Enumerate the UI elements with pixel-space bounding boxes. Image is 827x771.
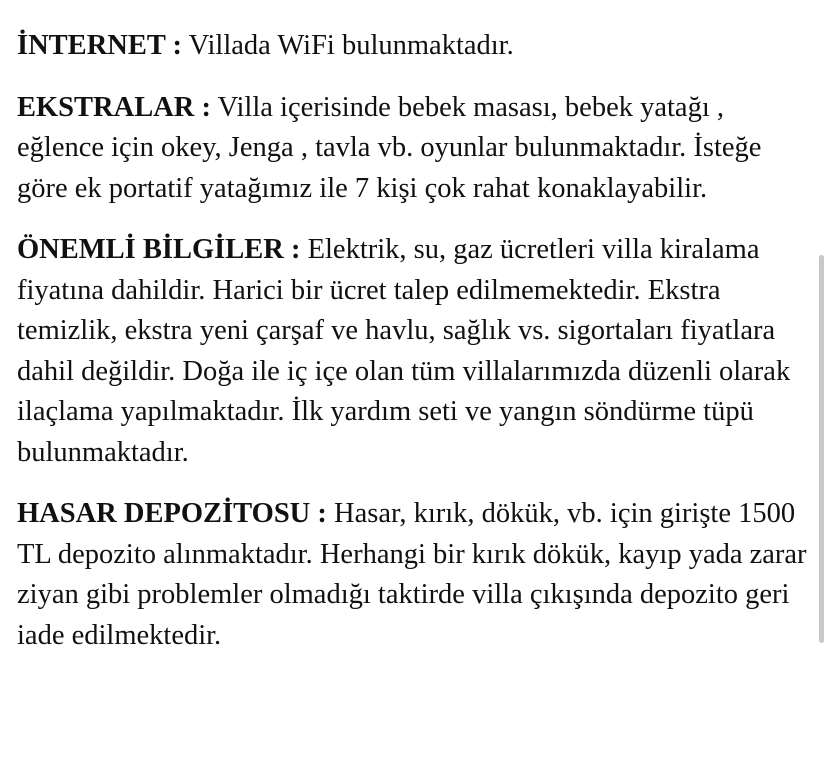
section-text: Villa içerisinde bebek masası, bebek yatağı , eğlence için okey, Jenga , tavla vb. oyunlar bulunmaktadır. İsteğe göre ek portatif yatağımız ile 7 kişi çok rahat konaklayabilir. [17,91,762,204]
section-internet [17,26,817,67]
section-onemli-bilgiler [17,230,817,473]
section-text: Villada WiFi bulunmaktadır. [188,30,514,61]
vertical-scrollbar[interactable] [819,255,824,643]
document-body [17,26,817,677]
section-label: EKSTRALAR : [17,91,211,123]
section-label: İNTERNET : [17,30,182,61]
section-text: Hasar, kırık, dökük, vb. için girişte 1500 TL depozito alınmaktadır. Herhangi bir kırık dökük, kayıp yada zarar ziyan gibi problemler olmadığı taktirde villa çıkışında depozito geri iade edilmektedir. [17,498,807,651]
section-text: Elektrik, su, gaz ücretleri villa kiralama fiyatına dahildir. Harici bir ücret talep edilmemektedir. Ekstra temizlik, ekstra yeni çarşaf ve havlu, sağlık vs. sigortaları fiyatlara dahil değildir. Doğa ile iç içe olan tüm villalarımızda düzenli olarak ilaçlama yapılmaktadır. İlk yardım seti ve yangın söndürme tüpü bulunmaktadır. [17,234,791,468]
section-label: ÖNEMLİ BİLGİLER : [17,234,301,265]
section-label: HASAR DEPOZİTOSU : [17,498,327,529]
section-ekstralar [17,88,817,210]
section-hasar-depozitosu [17,494,817,656]
